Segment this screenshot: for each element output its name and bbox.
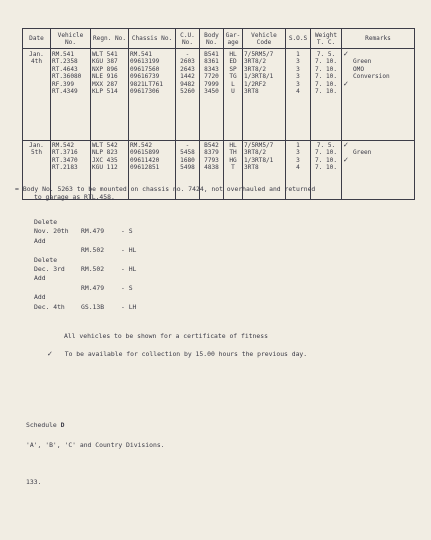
op-label [34, 284, 81, 293]
weight-line: 7. 5. [316, 51, 336, 58]
vehicle-code-line: 1/3RT8/1 [244, 156, 274, 164]
body-no-line: 3450 [204, 88, 219, 96]
chassis-no-line: 09612851 [130, 164, 160, 172]
op-garage [121, 218, 161, 227]
regn-no-line: KLP 514 [92, 88, 118, 96]
header-cu-no: C.U. No. [176, 29, 200, 49]
sos-line: 1 [296, 142, 300, 149]
vehicle-schedule-table [22, 28, 415, 200]
body-no-line: 7999 [204, 80, 219, 88]
regn-no-line: WLT 541 [92, 51, 118, 58]
vehicle-code-line: 7/5RM5/7 [244, 51, 274, 58]
garage-line: T [231, 164, 235, 172]
chassis-no-line: 09613199 [130, 58, 160, 66]
header-chassis-no: Chassis No. [129, 29, 176, 49]
cu-no-line: - [185, 142, 190, 149]
remarks-line: Green [353, 149, 372, 157]
regn-no-line: MXX 287 [92, 80, 118, 88]
garage-line: U [231, 88, 235, 96]
op-label: Delete [34, 255, 58, 264]
op-garage: - LH [121, 302, 137, 311]
chassis-no-line: RM.541 [130, 51, 153, 58]
date-line: Jan. [29, 51, 44, 58]
op-vehicle [81, 293, 121, 302]
body-no-line: 8361 [204, 58, 219, 66]
op-vehicle: GS.13B [81, 302, 105, 311]
cu-no-line: 1442 [180, 73, 195, 81]
cu-no-line: 2603 [180, 58, 195, 66]
weight-line: 7. 10. [314, 88, 337, 96]
weight-line: 7. 10. [314, 73, 337, 81]
body-no-line: B542 [204, 142, 219, 149]
tick-icon: ✓ [343, 79, 349, 88]
vehicle-code-line: 1/2RF2 [244, 80, 267, 88]
remarks-line: OMO [353, 65, 365, 73]
sos-line: 3 [296, 65, 300, 73]
remarks-line [343, 157, 413, 164]
garage-line: HG [229, 156, 237, 164]
remarks-line: Conversion [353, 73, 390, 81]
garage-line: ED [229, 58, 237, 66]
schedule-label: Schedule [26, 421, 57, 429]
chassis-no-line: RM.542 [130, 142, 153, 149]
op-row [34, 218, 161, 227]
header-remarks: Remarks [342, 29, 415, 49]
header-weight: Weight T. C. [311, 29, 342, 49]
regn-no-line: KGU 112 [92, 164, 118, 172]
weight-line: 7. 10. [314, 80, 337, 88]
vehicle-no-line: RT.2183 [52, 164, 78, 172]
op-row [34, 246, 161, 255]
vehicle-code-line: 3RT8 [244, 88, 259, 96]
cu-no-line: 1680 [180, 156, 195, 164]
body-mounting-note [15, 185, 316, 193]
header-body-no: Body No. [200, 29, 224, 49]
body-no-cell [200, 49, 224, 141]
schedule-mark: D [60, 421, 65, 429]
vehicle-no-line: RT.36080 [52, 73, 82, 81]
remarks-line [343, 51, 413, 58]
date-line: Jan. [29, 142, 44, 149]
chassis-no-line: 09611420 [130, 156, 160, 164]
header-garage: Gar-age [224, 29, 243, 49]
regn-no-cell [91, 49, 129, 141]
weight-line: 7. 5. [316, 142, 336, 149]
op-vehicle: RM.502 [81, 246, 105, 255]
weight-line: 7. 10. [314, 149, 337, 157]
op-row [34, 274, 161, 283]
tick-icon: ✓ [343, 155, 349, 164]
divisions-line: 'A', 'B', 'C' and Country Divisions. [26, 441, 165, 449]
body-no-line: B541 [204, 51, 219, 58]
regn-no-line: JXC 435 [92, 156, 118, 164]
garage-line: HL [229, 142, 237, 149]
garage-cell [224, 49, 243, 141]
garage-line: TG [229, 73, 237, 81]
remarks-line: Green [353, 58, 372, 66]
table-row [23, 49, 415, 141]
collection-note-text: To be available for collection by 15.00 hours the previous day. [64, 350, 308, 358]
op-vehicle [81, 256, 121, 265]
date-cell [23, 49, 51, 141]
chassis-no-cell [129, 49, 176, 141]
cu-no-line: 5498 [180, 164, 195, 172]
op-label: Add [34, 236, 46, 245]
body-no-line: 7720 [204, 73, 219, 81]
regn-no-line: KGU 387 [92, 58, 118, 66]
op-row [34, 227, 161, 236]
op-label: Dec. 3rd [34, 264, 65, 273]
header-vehicle-code: Vehicle Code [243, 29, 286, 49]
chassis-no-line: 9821LT761 [130, 80, 164, 88]
header-date: Date [23, 29, 51, 49]
sos-line: 3 [296, 149, 300, 157]
op-vehicle [81, 237, 121, 246]
cu-no-line: - [185, 51, 190, 58]
sos-line: 3 [296, 80, 300, 88]
header-vehicle-no: Vehicle No. [51, 29, 91, 49]
vehicle-no-line: RT.4643 [52, 65, 78, 73]
vehicle-no-line: RM.542 [52, 142, 75, 149]
garage-line: SP [229, 65, 237, 73]
body-mounting-note-2: to garage as RTL.458. [34, 193, 115, 201]
garage-line: L [231, 80, 235, 88]
body-note-marker: ≈ [15, 185, 19, 193]
vehicle-no-line: RT.4349 [52, 88, 78, 96]
op-vehicle: RM.502 [81, 264, 105, 273]
op-label: Add [34, 274, 46, 283]
op-garage: - HL [121, 246, 137, 255]
op-row [34, 265, 161, 274]
op-label: Delete [34, 218, 58, 226]
collection-note [47, 350, 307, 358]
vehicle-code-line: 3RT8/2 [244, 149, 267, 157]
op-row [34, 237, 161, 246]
weight-cell [311, 49, 342, 141]
body-no-line: 7793 [204, 156, 219, 164]
cu-no-line: 9482 [180, 80, 195, 88]
garage-line: TH [229, 149, 237, 157]
op-vehicle: RM.479 [81, 227, 105, 236]
op-vehicle [81, 274, 121, 283]
regn-no-line: WLT 542 [92, 142, 118, 149]
op-garage [121, 256, 161, 265]
cu-no-cell [176, 49, 200, 141]
table-header-row [23, 29, 415, 49]
chassis-no-line: 09615899 [130, 149, 160, 157]
vehicle-no-cell [51, 49, 91, 141]
op-vehicle: RM.479 [81, 283, 105, 292]
remarks-cell [342, 141, 415, 200]
op-garage: - HL [121, 264, 137, 273]
vehicle-code-cell [243, 49, 286, 141]
op-label [34, 246, 81, 255]
chassis-no-line: 09617306 [130, 88, 160, 96]
vehicle-code-line: 1/3RT8/1 [244, 73, 274, 81]
certificate-note: All vehicles to be shown for a certificate of fitness [64, 332, 268, 340]
date-line: 5th [30, 149, 42, 157]
op-row [34, 284, 161, 293]
vehicle-code-line: 3RT8/2 [244, 65, 267, 73]
op-vehicle [81, 218, 121, 227]
chassis-no-line: 09616739 [130, 73, 160, 81]
garage-line: HL [229, 51, 237, 58]
vehicle-no-line: RT.3716 [52, 149, 78, 157]
remarks-line [343, 81, 413, 88]
sos-line: 1 [296, 51, 300, 58]
sos-cell [286, 49, 311, 141]
body-no-line: 8379 [204, 149, 219, 157]
vehicle-code-line: 7/5RM5/7 [244, 142, 274, 149]
op-label: Nov. 20th [34, 227, 69, 236]
chassis-no-line: 09617560 [130, 65, 160, 73]
cu-no-line: 5260 [180, 88, 195, 96]
regn-no-line: NLE 916 [92, 73, 118, 81]
cu-no-line: 5458 [180, 149, 195, 157]
header-regn-no: Regn. No. [91, 29, 129, 49]
sos-line: 3 [296, 58, 300, 66]
op-garage [121, 274, 161, 283]
op-row [34, 293, 161, 302]
remarks-cell [342, 49, 415, 141]
regn-no-line: NXP 896 [92, 65, 118, 73]
page-number: 133. [26, 478, 42, 486]
body-note-line-1: Body No. 5263 to be mounted on chassis no. 7424, not overhauled and returned [22, 185, 316, 193]
weight-line: 7. 10. [314, 65, 337, 73]
weight-line: 7. 10. [314, 164, 337, 172]
op-garage [121, 293, 161, 302]
weight-line: 7. 10. [314, 58, 337, 66]
op-garage: - S [121, 283, 133, 292]
vehicle-code-line: 3RT8 [244, 164, 259, 172]
vehicle-no-line: RM.541 [52, 51, 75, 58]
weight-line: 7. 10. [314, 156, 337, 164]
op-label: Dec. 4th [34, 302, 65, 311]
op-row [34, 303, 161, 312]
sos-line: 4 [296, 88, 300, 96]
header-sos: S.O.S [286, 29, 311, 49]
sos-line: 4 [296, 164, 300, 172]
schedule-line [26, 421, 65, 429]
tick-icon: ✓ [343, 141, 349, 149]
sos-line: 3 [296, 156, 300, 164]
op-label: Add [34, 293, 46, 302]
vehicle-no-line: RT.2358 [52, 58, 78, 66]
remarks-line [343, 142, 413, 149]
op-row [34, 256, 161, 265]
vehicle-no-line: RT.3470 [52, 156, 78, 164]
vehicle-code-line: 3RT8/2 [244, 58, 267, 66]
delete-add-list [34, 218, 161, 312]
body-no-line: 4838 [204, 164, 219, 172]
sos-line: 3 [296, 73, 300, 81]
vehicle-no-line: RF.399 [52, 80, 75, 88]
date-line: 4th [30, 58, 42, 66]
tick-icon: ✓ [47, 350, 53, 358]
body-no-line: 8343 [204, 65, 219, 73]
op-garage: - S [121, 227, 133, 236]
tick-icon: ✓ [343, 50, 349, 58]
regn-no-line: NLP 823 [92, 149, 118, 157]
op-garage [121, 237, 161, 246]
cu-no-line: 2643 [180, 65, 195, 73]
